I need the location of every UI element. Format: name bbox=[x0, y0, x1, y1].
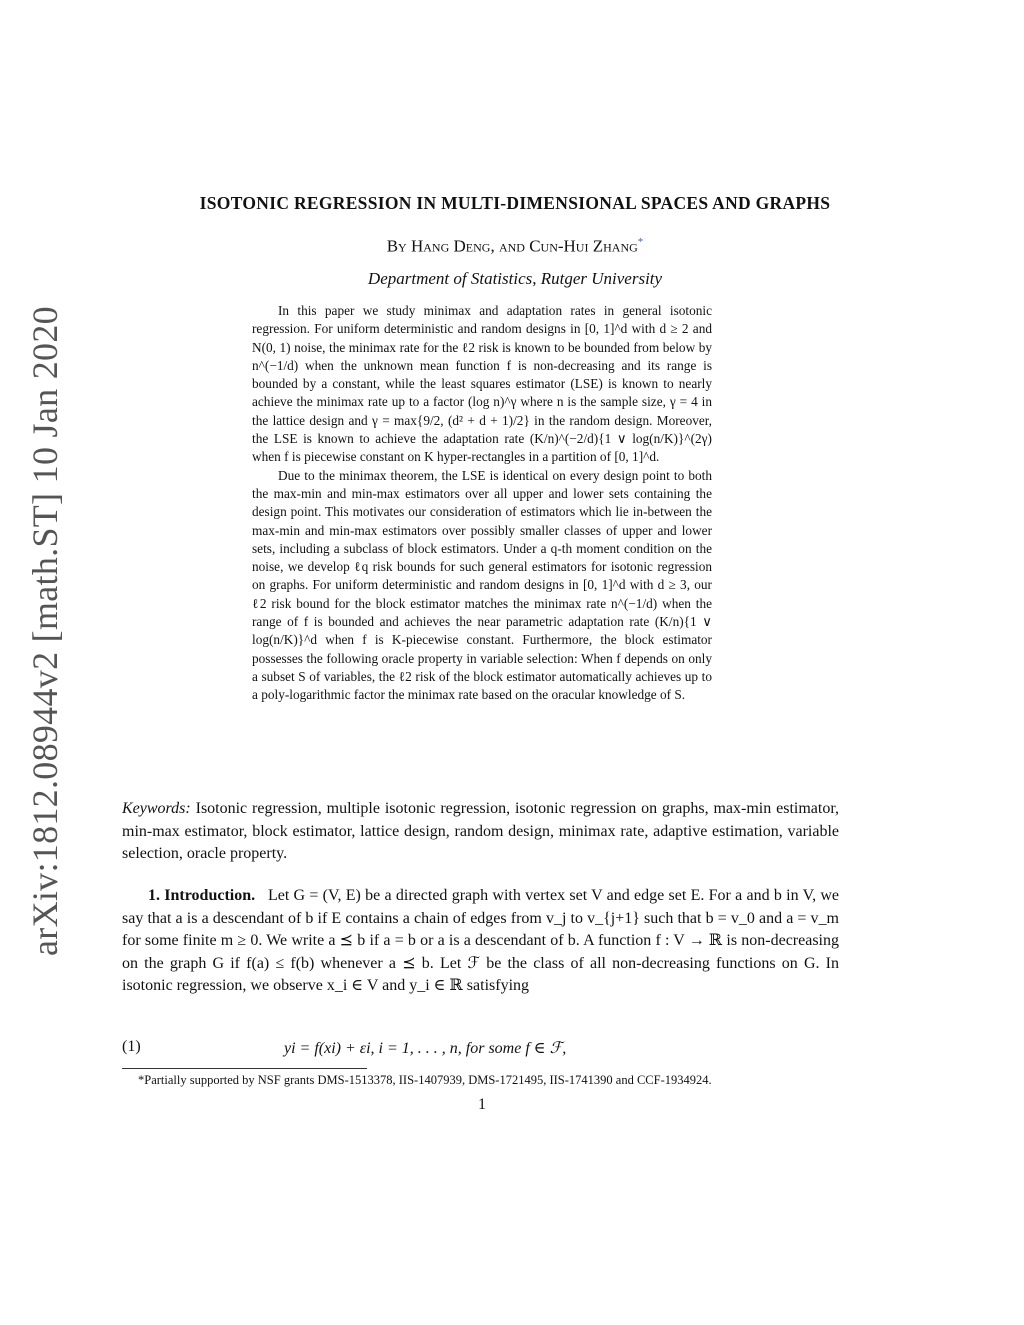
keywords-label: Keywords: bbox=[122, 800, 191, 817]
equation-1 bbox=[122, 1038, 839, 1060]
intro-text: Let G = (V, E) be a directed graph with vertex set V and edge set E. For a and b in V, we say that a is a descendant of b if E contains a chain of edges from v_j to v_{j+1} such that b = v_0 and a = v_m for some finite m ≥ 0. We write a ⪯ b if a = b or a is a descendant of b. A function f : V → ℝ is non-decreasing on the graph G if f(a) ≤ f(b) whenever a ⪯ b. Let ℱ be the class of all non-decreasing functions on G. In isotonic regression, we observe x_i ∈ V and y_i ∈ ℝ satisfying bbox=[122, 887, 840, 994]
by-label: By bbox=[386, 236, 407, 256]
introduction-section bbox=[122, 885, 839, 998]
footnote-marker[interactable]: * bbox=[637, 236, 644, 248]
footnote-rule bbox=[122, 1068, 367, 1069]
author-line bbox=[120, 236, 910, 257]
intro-paragraph bbox=[122, 885, 839, 998]
section-heading: 1. Introduction. bbox=[148, 887, 256, 904]
abstract-paragraph-1: In this paper we study minimax and adaptation rates in general isotonic regression. For uniform deterministic and random designs in [0, 1]^d with d ≥ 2 and N(0, 1) noise, the minimax rate for the ℓ2 risk is known to be bounded from below by n^(−1/d) when the unknown mean function f is non-decreasing and its range is bounded by a constant, while the least squares estimator (LSE) is known to nearly achieve the minimax rate up to a factor (log n)^γ where n is the sample size, γ = 4 in the lattice design and γ = max{9/2, (d² + d + 1)/2} in the random design. Moreover, the LSE is known to achieve the adaptation rate (K/n)^(−2/d){1 ∨ log(n/K)}^(2γ) when f is piecewise constant on K hyper-rectangles in a partition of [0, 1]^d. bbox=[252, 303, 712, 465]
footnote: *Partially supported by NSF grants DMS-1513378, IIS-1407939, DMS-1721495, IIS-1741390 and CCF-1934924. bbox=[138, 1073, 712, 1087]
author-1: Hang Deng, bbox=[410, 236, 495, 256]
keywords-text: Isotonic regression, multiple isotonic regression, isotonic regression on graphs, max-min estimator, min-max estimator, block estimator, lattice design, random design, minimax rate, adaptive estimation, variable selection, oracle property. bbox=[122, 800, 840, 862]
and-label: and bbox=[498, 236, 525, 256]
affiliation: Department of Statistics, Rutger University bbox=[367, 269, 663, 288]
equation-body: yi = f(xi) + εi, i = 1, . . . , n, for some f ∈ ℱ, bbox=[284, 1040, 567, 1057]
abstract bbox=[252, 302, 712, 705]
keywords bbox=[122, 798, 839, 866]
page-number: 1 bbox=[478, 1096, 486, 1113]
paper-title: ISOTONIC REGRESSION IN MULTI-DIMENSIONAL SPACES AND GRAPHS bbox=[199, 193, 831, 213]
arxiv-identifier: arXiv:1812.08944v2 [math.ST] 10 Jan 2020 bbox=[25, 306, 65, 956]
author-2: Cun-Hui Zhang bbox=[529, 236, 638, 256]
equation-number: (1) bbox=[122, 1038, 141, 1055]
abstract-paragraph-2: Due to the minimax theorem, the LSE is identical on every design point to both the max-min and min-max estimators over all upper and lower sets containing the design point. This motivates our consideration of estimators which lie in-between the max-min and min-max estimators over possibly smaller classes of upper and lower sets, including a subclass of block estimators. Under a q-th moment condition on the noise, we develop ℓq risk bounds for such general estimators for isotonic regression on graphs. For uniform deterministic and random designs in [0, 1]^d with d ≥ 3, our ℓ2 risk bound for the block estimator matches the minimax rate n^(−1/d) when the range of f is bounded and achieves the near parametric adaptation rate (K/n){1 ∨ log(n/K)}^d when f is K-piecewise constant. Furthermore, the block estimator possesses the following oracle property in variable selection: When f depends on only a subset S of variables, the ℓ2 risk of the block estimator automatically achieves up to a poly-logarithmic factor the minimax rate based on the oracular knowledge of S. bbox=[252, 467, 712, 703]
